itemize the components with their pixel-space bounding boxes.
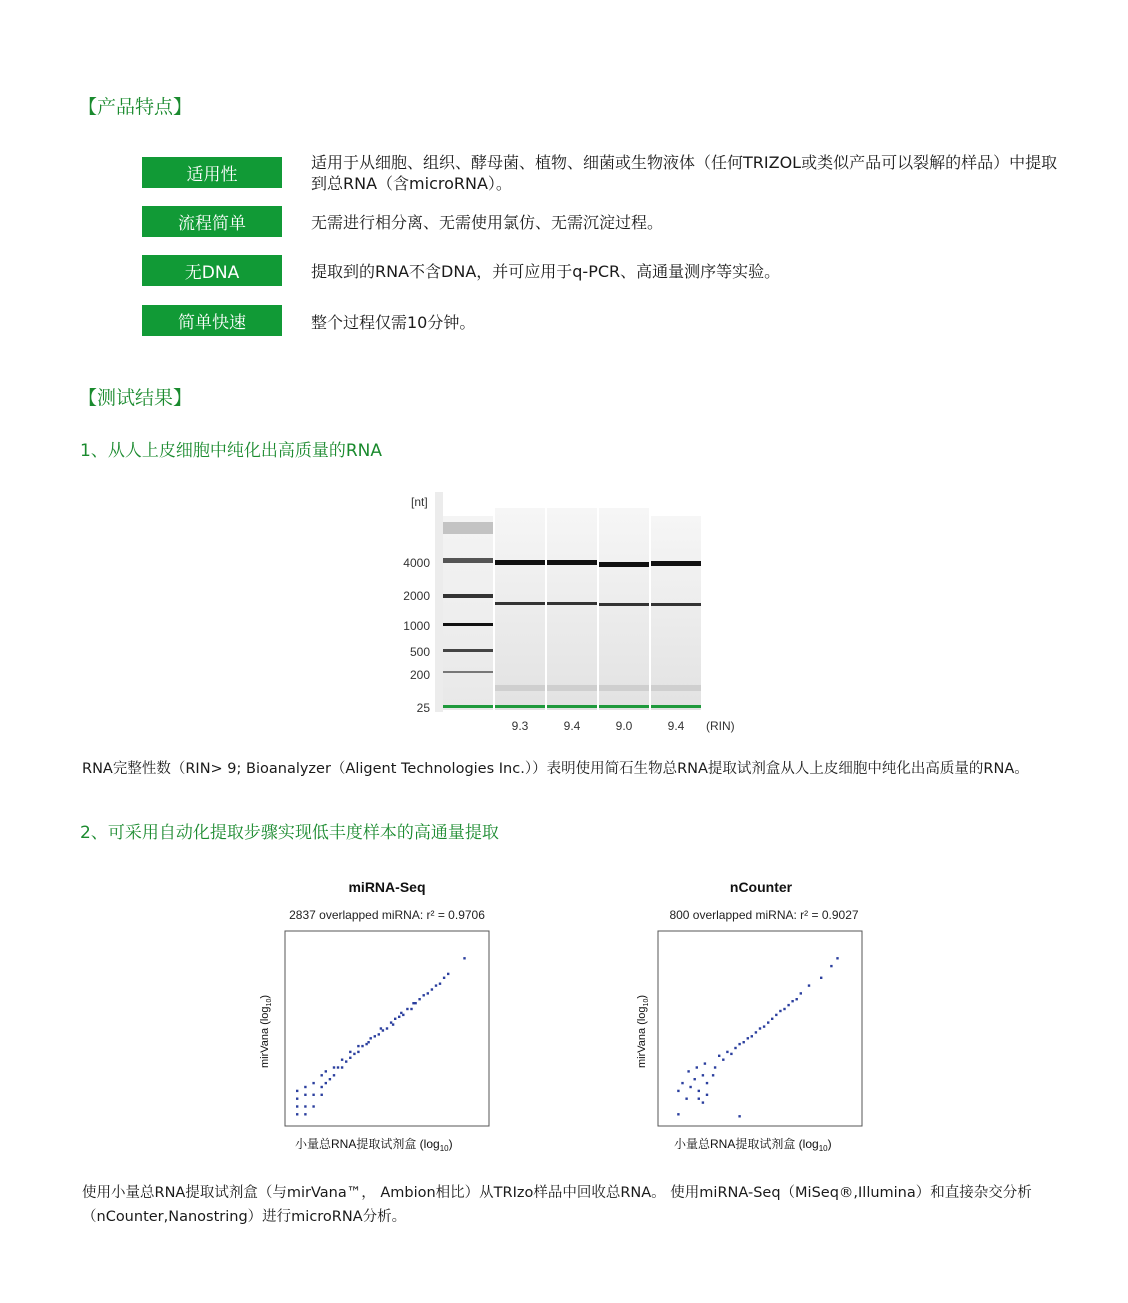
scatter-point: [779, 1010, 781, 1012]
scatter-point: [435, 984, 437, 986]
ladder-label: 500: [409, 645, 430, 659]
scatter-point: [698, 1090, 700, 1092]
scatter-point: [759, 1027, 761, 1029]
feature-badge-applicability: 适用性: [142, 157, 282, 188]
feature-desc-applicability: 适用于从细胞、组织、酵母菌、植物、细菌或生物液体（任何TRIZOL或类似产品可以裂解的样品）中提取到总RNA（含microRNA）。: [311, 153, 1058, 193]
ladder-label: 4000: [403, 556, 430, 570]
scatter-point: [394, 1018, 396, 1020]
scatter-point: [402, 1014, 404, 1016]
scatter-point: [696, 1066, 698, 1068]
bioanalyzer-gel: [395, 488, 755, 738]
scatter-point: [304, 1094, 306, 1096]
scatter-point: [349, 1051, 351, 1053]
rin-value: 9.4: [667, 719, 685, 733]
scatter-point: [337, 1066, 339, 1068]
scatter-point: [443, 977, 445, 979]
scatter-point: [325, 1070, 327, 1072]
scatter-point: [329, 1078, 331, 1080]
scatter-point: [706, 1082, 708, 1084]
scatter-point: [771, 1018, 773, 1020]
scatter-point: [796, 998, 798, 1000]
gel-lane-1: [495, 508, 545, 710]
scatter-point: [726, 1051, 728, 1053]
scatter-point: [321, 1094, 323, 1096]
result2-caption: 使用小量总RNA提取试剂盒（与mirVana™， Ambion相比）从TRIzo样品中回收总RNA。 使用miRNA-Seq（MiSeq®,Illumina）和直接杂交分析（nCounter,Nanostring）进行microRNA分析。: [82, 1185, 1032, 1225]
scatter-point: [738, 1043, 740, 1045]
scatter-point: [787, 1004, 789, 1006]
scatter-point: [714, 1066, 716, 1068]
scatter-point: [743, 1041, 745, 1043]
feature-badge-no-dna: 无DNA: [142, 255, 282, 286]
result1-caption: RNA完整性数（RIN> 9; Bioanalyzer（Aligent Technologies Inc.））表明使用简石生物总RNA提取试剂盒从人上皮细胞中纯化出高质量的RNA。: [82, 761, 1029, 777]
scatter-point: [418, 998, 420, 1000]
scatter-point: [341, 1059, 343, 1061]
rin-value: 9.3: [511, 719, 529, 733]
rin-value: 9.4: [563, 719, 581, 733]
scatter-point: [304, 1105, 306, 1107]
scatter-point: [410, 1008, 412, 1010]
scatter-point: [304, 1113, 306, 1115]
scatter-point: [718, 1055, 720, 1057]
ladder-label: 25: [416, 701, 430, 715]
ladder-label: 1000: [403, 619, 430, 633]
scatter-point: [836, 957, 838, 959]
scatter-point: [687, 1070, 689, 1072]
y-axis-label: mirVana $(\log_{10})$: [259, 994, 273, 1068]
scatter-point: [296, 1105, 298, 1107]
scatter-point: [763, 1025, 765, 1027]
y-axis-label: mirVana $(\log_{10})$: [636, 994, 650, 1068]
scatter-chart-ncounter: [623, 872, 903, 1157]
scatter-point: [357, 1045, 359, 1047]
ladder-label: 200: [409, 668, 430, 682]
chart-subtitle: 800 overlapped miRNA: r² = 0.9027: [669, 908, 859, 922]
scatter-point: [755, 1031, 757, 1033]
scatter-point: [378, 1033, 380, 1035]
scatter-point: [357, 1051, 359, 1053]
scatter-point: [431, 988, 433, 990]
scatter-point: [367, 1041, 369, 1043]
scatter-point: [702, 1101, 704, 1103]
scatter-point: [694, 1078, 696, 1080]
gel-lane-3: [599, 508, 649, 710]
scatter-point: [775, 1014, 777, 1016]
scatter-point: [296, 1098, 298, 1100]
scatter-point: [382, 1029, 384, 1031]
feature-desc-no-dna: 提取到的RNA不含DNA，并可应用于q-PCR、高通量测序等实验。: [311, 262, 781, 281]
scatter-point: [677, 1090, 679, 1092]
scatter-point: [427, 992, 429, 994]
scatter-point: [447, 973, 449, 975]
scatter-point: [734, 1047, 736, 1049]
scatter-point: [312, 1094, 314, 1096]
rin-value: 9.0: [615, 719, 633, 733]
result2-title: 2、可采用自动化提取步骤实现低丰度样本的高通量提取: [80, 823, 499, 843]
feature-badge-fast: 简单快速: [142, 305, 282, 336]
scatter-point: [414, 1002, 416, 1004]
scatter-point: [767, 1021, 769, 1023]
scatter-point: [423, 994, 425, 996]
results-title: 【测试结果】: [78, 387, 193, 409]
scatter-point: [820, 977, 822, 979]
scatter-point: [312, 1105, 314, 1107]
gel-lane-4: [651, 516, 701, 710]
scatter-point: [374, 1035, 376, 1037]
scatter-point: [349, 1057, 351, 1059]
scatter-point: [333, 1066, 335, 1068]
scatter-point: [321, 1086, 323, 1088]
scatter-point: [722, 1059, 724, 1061]
features-title: 【产品特点】: [78, 96, 193, 118]
scatter-point: [681, 1082, 683, 1084]
scatter-point: [463, 957, 465, 959]
scatter-chart-mirna-seq: [250, 872, 530, 1157]
scatter-point: [398, 1016, 400, 1018]
gel-unit-label: [nt]: [411, 495, 428, 509]
scatter-point: [412, 1002, 414, 1004]
scatter-point: [325, 1082, 327, 1084]
rin-unit-label: (RIN): [706, 719, 735, 733]
scatter-point: [677, 1113, 679, 1115]
scatter-point: [304, 1086, 306, 1088]
scatter-point: [704, 1062, 706, 1064]
scatter-point: [808, 984, 810, 986]
scatter-point: [712, 1074, 714, 1076]
scatter-point: [747, 1037, 749, 1039]
scatter-point: [361, 1045, 363, 1047]
ladder-label: 2000: [403, 589, 430, 603]
scatter-point: [685, 1098, 687, 1100]
chart-subtitle: 2837 overlapped miRNA: r² = 0.9706: [289, 908, 485, 922]
scatter-point: [312, 1082, 314, 1084]
scatter-point: [439, 983, 441, 985]
scatter-point: [386, 1027, 388, 1029]
scatter-point: [791, 1000, 793, 1002]
scatter-point: [321, 1074, 323, 1076]
scatter-point: [783, 1008, 785, 1010]
scatter-point: [800, 992, 802, 994]
scatter-point: [830, 965, 832, 967]
chart-title: miRNA-Seq: [348, 879, 426, 895]
feature-desc-fast: 整个过程仅需10分钟。: [311, 313, 476, 332]
scatter-point: [333, 1074, 335, 1076]
scatter-point: [392, 1023, 394, 1025]
scatter-point: [702, 1074, 704, 1076]
scatter-point: [706, 1094, 708, 1096]
scatter-point: [406, 1008, 408, 1010]
scatter-point: [730, 1053, 732, 1055]
x-axis-label: 小量总RNA提取试剂盒 $(\log_{10})$: [295, 1137, 453, 1153]
scatter-point: [345, 1060, 347, 1062]
scatter-point: [689, 1086, 691, 1088]
chart-title: nCounter: [729, 879, 793, 895]
scatter-point: [341, 1066, 343, 1068]
scatter-point: [296, 1113, 298, 1115]
gel-lane-2: [547, 508, 597, 710]
x-axis-label: 小量总RNA提取试剂盒 $(\log_{10})$: [674, 1137, 832, 1153]
scatter-point: [353, 1053, 355, 1055]
scatter-point: [751, 1035, 753, 1037]
scatter-point: [738, 1115, 740, 1117]
scatter-point: [296, 1090, 298, 1092]
feature-desc-simple-process: 无需进行相分离、无需使用氯仿、无需沉淀过程。: [311, 213, 664, 232]
scatter-point: [698, 1098, 700, 1100]
feature-badge-simple-process: 流程简单: [142, 206, 282, 237]
result1-title: 1、从人上皮细胞中纯化出高质量的RNA: [80, 441, 382, 461]
scatter-point: [370, 1037, 372, 1039]
